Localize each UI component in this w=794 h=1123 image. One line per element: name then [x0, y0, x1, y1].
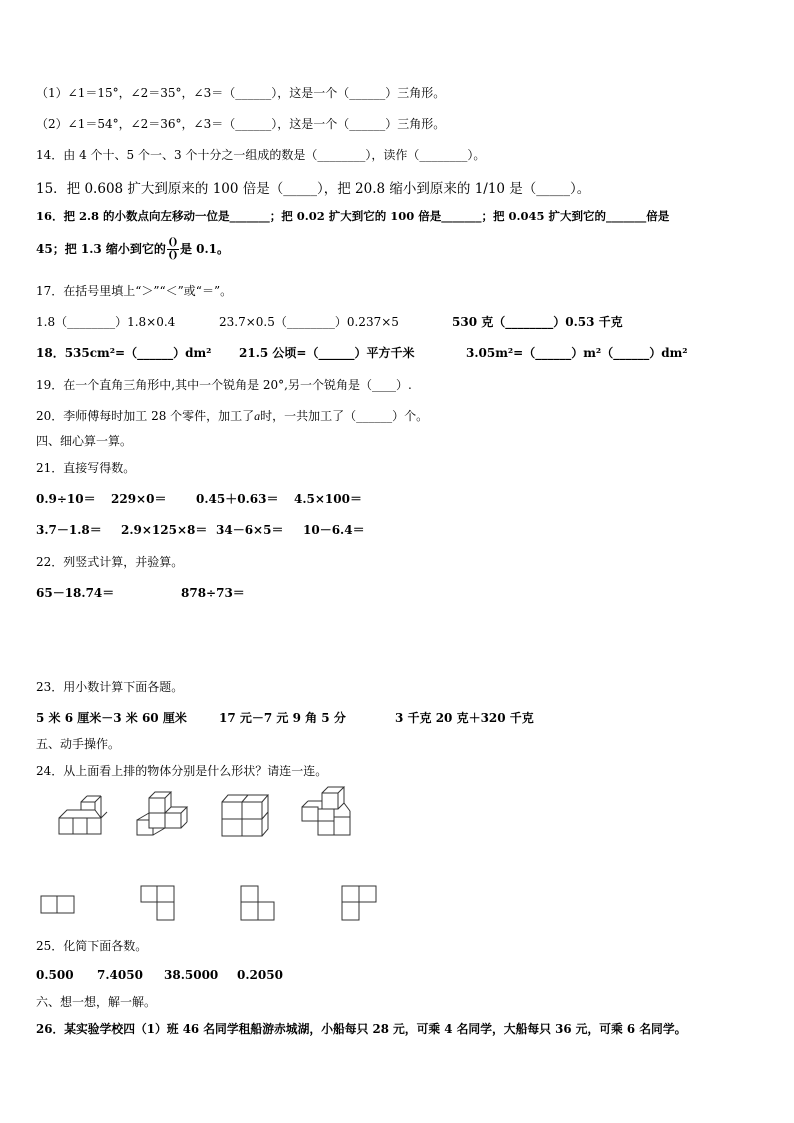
q17-item-1: 1.8（________）1.8×0.4 [36, 315, 176, 329]
cube-group-3 [220, 792, 270, 838]
question-16-line2: 45；把 1.3 缩小到它的 $\frac{()}{()}$ 是 0.1。 [36, 237, 229, 261]
cube-group-4 [300, 785, 355, 840]
q17-item-2: 23.7×0.5（________）0.237×5 [219, 315, 399, 329]
q21-r2-c4: 10－6.4＝ [303, 523, 365, 537]
question-15: 15．把 0.608 扩大到原来的 100 倍是（_____），把 20.8 缩小到原来的 1/10 是（_____）。 [36, 181, 591, 197]
question-21: 21．直接写得数。 [36, 461, 136, 475]
q21-r1-c1: 0.9÷10＝ [36, 492, 96, 506]
top-view-shape-3 [240, 885, 280, 925]
q25-item-1: 0.500 [36, 968, 74, 982]
q17-item-3: 530 克（________）0.53 千克 [452, 315, 623, 329]
question-14: 14．由 4 个十、5 个一、3 个十分之一组成的数是（________），读作（________）。 [36, 148, 486, 162]
q13-part2: （2）∠1＝54°，∠2＝36°，∠3＝（______），这是一个（______）三角形。 [36, 117, 446, 131]
q25-item-3: 38.5000 [164, 968, 219, 982]
section-4-heading: 四、细心算一算。 [36, 434, 133, 448]
q23-item-3: 3 千克 20 克＋320 千克 [395, 711, 534, 725]
top-view-shape-1 [40, 895, 80, 915]
cube-group-1 [55, 800, 107, 840]
question-20: 20．李师傅每时加工 28 个零件，加工了a时，一共加工了（______）个。 [36, 409, 429, 423]
cube-group-2 [135, 790, 190, 840]
q23-item-2: 17 元－7 元 9 角 5 分 [219, 711, 346, 725]
q21-r2-c2: 2.9×125×8＝ [121, 523, 208, 537]
q18-item-3: 3.05m²=（______）m²（______）dm² [466, 346, 688, 360]
q25-item-2: 7.4050 [97, 968, 143, 982]
top-view-shape-4 [341, 885, 381, 925]
question-25: 25．化简下面各数。 [36, 939, 148, 953]
q25-item-4: 0.2050 [237, 968, 283, 982]
question-26: 26．某实验学校四（1）班 46 名同学租船游赤城湖，小船每只 28 元，可乘 4 名同学，大船每只 36 元，可乘 6 名同学。 [36, 1022, 687, 1036]
top-view-shape-2 [140, 885, 180, 925]
q21-r2-c1: 3.7－1.8＝ [36, 523, 102, 537]
fraction-blank: $\frac{()}{()}$ [168, 237, 178, 261]
q18-item-2: 21.5 公顷=（______）平方千米 [239, 346, 415, 360]
question-23: 23．用小数计算下面各题。 [36, 680, 184, 694]
question-22: 22．列竖式计算，并验算。 [36, 555, 184, 569]
q23-item-1: 5 米 6 厘米－3 米 60 厘米 [36, 711, 187, 725]
q21-r1-c3: 0.45＋0.63＝ [196, 492, 279, 506]
q13-part1: （1）∠1＝15°，∠2＝35°，∠3＝（______），这是一个（______）三角形。 [36, 86, 446, 100]
q22-item-1: 65－18.74＝ [36, 586, 115, 600]
section-6-heading: 六、想一想，解一解。 [36, 995, 157, 1009]
q18-item-1: 18．535cm²=（______）dm² [36, 346, 212, 360]
q21-r1-c4: 4.5×100＝ [294, 492, 362, 506]
question-17: 17．在括号里填上“＞”“＜”或“＝”。 [36, 284, 233, 298]
section-5-heading: 五、动手操作。 [36, 737, 121, 751]
q21-r1-c2: 229×0＝ [111, 492, 167, 506]
question-16-line1: 16．把 2.8 的小数点向左移动一位是_______；把 0.02 扩大到它的 100 倍是_______；把 0.045 扩大到它的_______倍是 [36, 209, 670, 223]
question-24: 24．从上面看上排的物体分别是什么形状？请连一连。 [36, 764, 328, 778]
q21-r2-c3: 34－6×5＝ [216, 523, 284, 537]
q22-item-2: 878÷73＝ [181, 586, 245, 600]
question-19: 19．在一个直角三角形中,其中一个锐角是 20°,另一个锐角是（____）. [36, 378, 412, 392]
